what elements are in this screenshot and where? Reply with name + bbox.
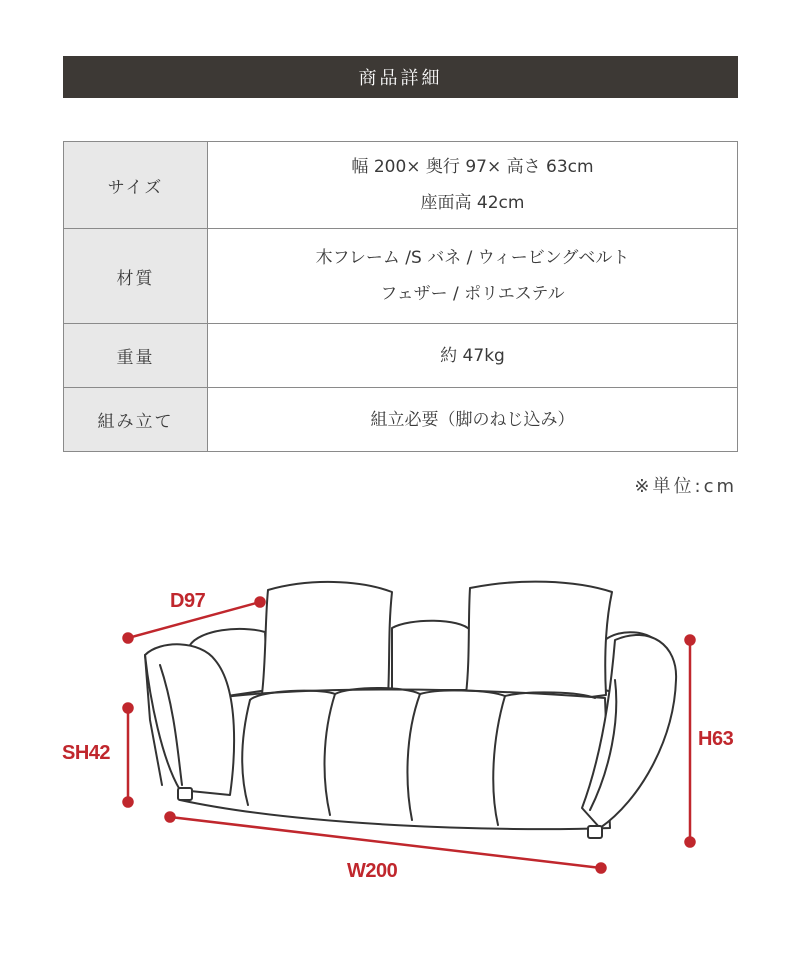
spec-value-line: 座面高 42cm [420,193,525,213]
spec-label-weight: 重量 [64,324,208,388]
spec-value-weight [208,324,738,388]
spec-value-size [208,142,738,229]
left-arm [145,644,234,795]
spec-label-size: サイズ [64,142,208,229]
sofa-outline [145,582,676,838]
section-title: 商品詳細 [358,68,443,89]
spec-row-weight [64,324,738,388]
spec-value-line: 組立必要（脚のねじ込み） [370,409,575,430]
spec-value-line: 木フレーム /S バネ / ウィービングベルト [315,248,630,268]
seat-height-label: SH42 [62,742,111,764]
spec-value-line: 幅 200× 奥行 97× 高さ 63cm [351,157,594,177]
spec-row-size [64,142,738,229]
width-label: W200 [347,860,398,882]
sofa-illustration [0,540,800,959]
seat-body [180,690,610,830]
spec-label-material: 材質 [64,229,208,324]
spec-value-material [208,229,738,324]
spec-value-line: 約 47kg [440,345,505,366]
depth-label: D97 [170,590,206,612]
right-pillow [466,582,612,700]
spec-row-material [64,229,738,324]
left-pillow [262,582,392,701]
spec-value-line: フェザー / ポリエステル [380,284,565,304]
spec-value-assembly [208,388,738,452]
section-header [63,56,738,98]
unit-note: ※単位:cm [634,476,737,497]
height-label: H63 [698,728,734,750]
spec-row-assembly [64,388,738,452]
spec-label-assembly: 組み立て [64,388,208,452]
spec-table [63,141,738,452]
